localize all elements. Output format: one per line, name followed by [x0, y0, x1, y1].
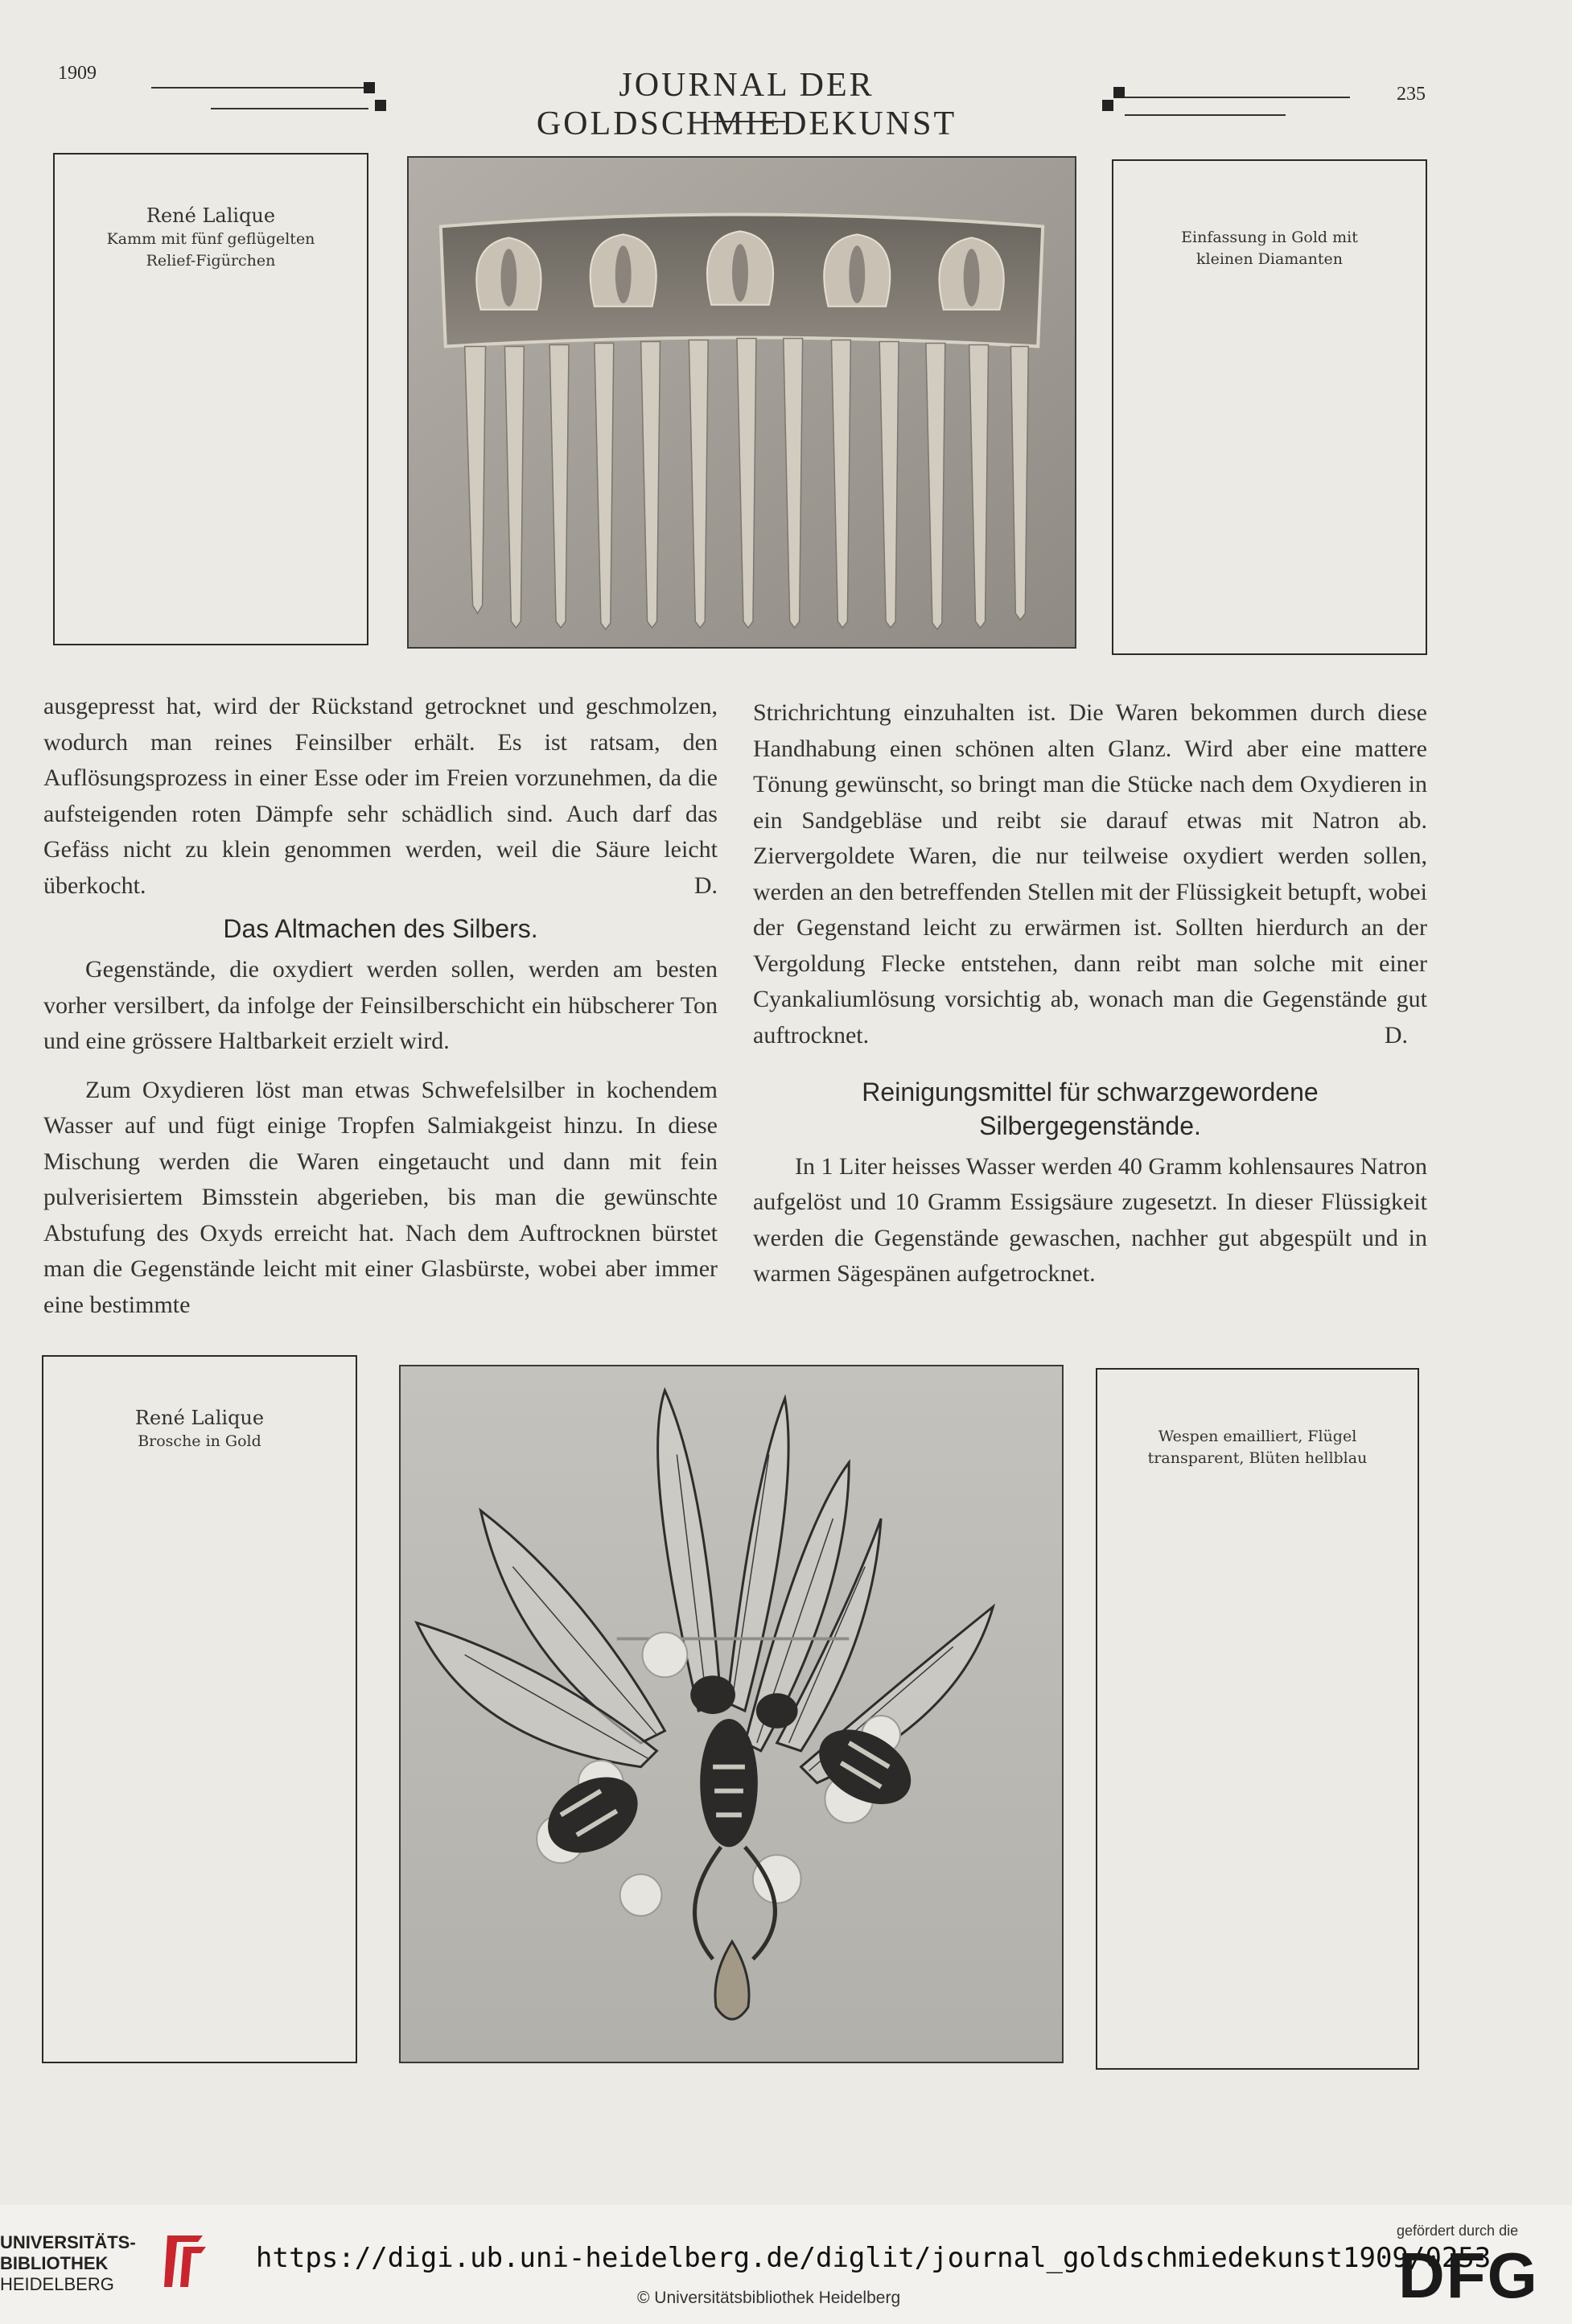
library-name: [0, 2232, 136, 2295]
article1-paragraph: [43, 689, 718, 904]
source-url-link[interactable]: https://digi.ub.uni-heidelberg.de/diglit/journal_goldschmiedekunst1909/0253: [256, 2242, 1492, 2274]
article2-paragraph2: Zum Oxydieren löst man etwas Schwefelsilber in kochendem Wasser auf und fügt einige Tropfen Salmiakgeist hinzu. In diese Mischung werden die Waren eingetaucht und dann mit fein pulverisiertem Bimsstein abgerieben, bis man die gewünschte Abstufung des Oxyds erreicht hat. Nach dem Auftrocknen bürstet man die Gegenstände leicht mit einer Glasbürste, wobei aber immer eine bestimmte: [43, 1076, 718, 1318]
library-name-line1: UNIVERSITÄTS-: [0, 2232, 136, 2252]
figure2-desc-line1: Brosche in Gold: [138, 1432, 261, 1450]
figure1-desc-line2: Relief-Figürchen: [146, 252, 276, 270]
right-column: [753, 695, 1427, 1292]
figure2-artist-name: René Lalique: [134, 1407, 265, 1429]
header-rule-left-top: [151, 87, 368, 89]
header-rule-right-top: [1125, 97, 1350, 98]
left-column: [43, 689, 718, 1323]
brooch-photo: [399, 1365, 1064, 2063]
article1-text: ausgepresst hat, wird der Rückstand getrocknet und geschmolzen, wodurch man reines Feinsilber erhält. Es ist ratsam, den Auflösungsprozess in einer Esse oder im Freien vorzunehmen, da die aufsteigenden roten Dämpfe sehr schädlich sind. Auch darf das Gefäss nicht zu klein genommen werden, weil die Säure leicht überkocht.: [43, 693, 718, 899]
header-page-number: 235: [1397, 84, 1426, 105]
figure1-left-caption-frame: [53, 153, 368, 645]
header-year: 1909: [58, 63, 97, 84]
figure2-detail-line2: transparent, Blüten hellblau: [1147, 1449, 1368, 1467]
dfg-logo: DFG: [1398, 2240, 1539, 2311]
funding-note: gefördert durch die: [1397, 2223, 1519, 2239]
header-rule-right-bottom: [1125, 114, 1286, 116]
library-name-line2: BIBLIOTHEK: [0, 2253, 109, 2273]
figure1-detail-line2: kleinen Diamanten: [1195, 250, 1343, 268]
library-logo-icon: [159, 2227, 211, 2295]
figure2-left-caption-frame: [42, 1355, 357, 2063]
article2-paragraph3: [753, 695, 1427, 1053]
article3-heading-line1: Reinigungsmittel für schwarzgewordene: [862, 1077, 1319, 1106]
figure1-artist-name: René Lalique: [146, 204, 276, 227]
comb-photo: [407, 156, 1076, 649]
copyright-notice: © Universitätsbibliothek Heidelberg: [637, 2289, 901, 2307]
header-rule-center: [708, 121, 785, 122]
article3-heading-line2: Silbergegenstände.: [979, 1110, 1201, 1140]
article2-signature: D.: [1384, 1022, 1408, 1049]
comb-illustration: [409, 158, 1075, 647]
figure2-detail-line1: Wespen emailliert, Flügel: [1158, 1428, 1357, 1445]
figure1-detail-line1: Einfassung in Gold mit: [1181, 229, 1358, 246]
article2-paragraph1: Gegenstände, die oxydiert werden sollen, werden am besten vorher versilbert, da infolge der Feinsilberschicht ein hübscherer Ton und eine grössere Haltbarkeit erzielt wird.: [43, 956, 718, 1054]
article2-heading: Das Altmachen des Silbers.: [223, 914, 538, 943]
digitization-footer: [0, 2205, 1572, 2324]
figure1-desc-line1: Kamm mit fünf geflügelten: [106, 230, 315, 248]
header-ornament-left: [364, 82, 375, 93]
journal-title: JOURNAL DER GOLDSCHMIEDEKUNST: [536, 67, 957, 142]
article1-signature: D.: [693, 872, 718, 899]
header-ornament-right: [1113, 87, 1125, 98]
article3-heading: [753, 1075, 1427, 1143]
header-rule-left-bottom: [211, 108, 368, 109]
wasp-brooch-illustration: [401, 1366, 1062, 2062]
figure1-right-caption-frame: [1112, 159, 1427, 655]
article3-paragraph: In 1 Liter heisses Wasser werden 40 Gramm kohlensaures Natron aufgelöst und 10 Gramm Essigsäure zugesetzt. In dieser Flüssigkeit werden die Gegenstände gewaschen, nachher gut abgespült und in warmen Sägespänen aufgetrocknet.: [753, 1152, 1427, 1287]
article2-continuation: Strichrichtung einzuhalten ist. Die Waren bekommen durch diese Handhabung einen schönen alten Glanz. Wird aber eine mattere Tönung gewünscht, so bringt man die Stücke nach dem Oxydieren in ein Sandgebläse und reibt sie darauf etwas mit Natron ab. Ziervergoldete Waren, die nur teilweise oxydiert werden sollen, werden an den betreffenden Stellen mit der Flüssigkeit betupft, wobei der Gegenstand leicht zu erwärmen ist. Sollten hierdurch an der Vergoldung Flecke entstehen, dann reibt man solche mit einer Cyankaliumlösung vorsichtig ab, wonach man die Gegenstände gut auftrocknet.: [753, 699, 1427, 1049]
library-name-line3: HEIDELBERG: [0, 2274, 114, 2294]
header-ornament-left-2: [375, 100, 386, 111]
figure2-right-caption-frame: [1096, 1368, 1419, 2070]
header-ornament-right-2: [1102, 100, 1113, 111]
